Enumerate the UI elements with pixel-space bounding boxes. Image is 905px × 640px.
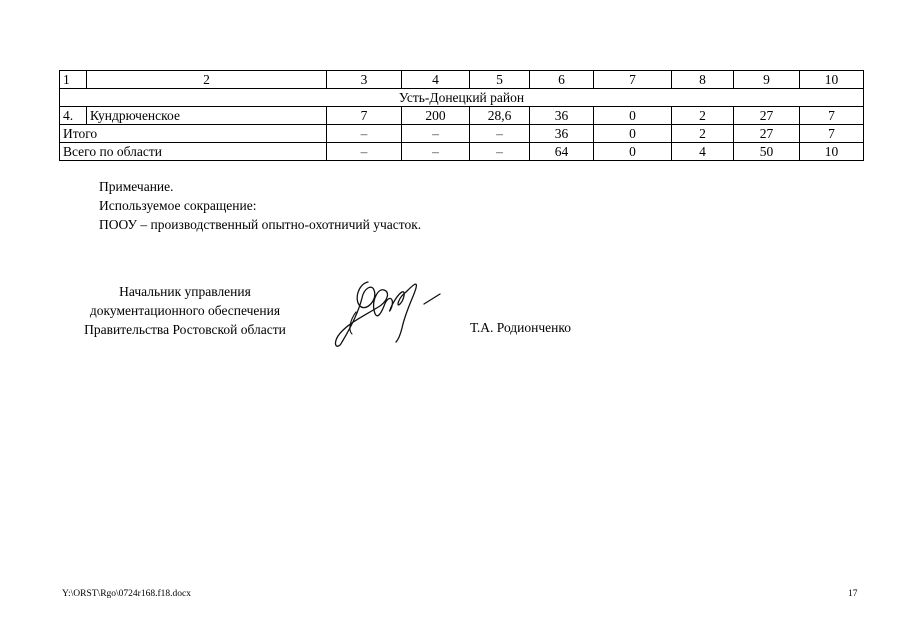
note-section: [99, 177, 421, 234]
table-cell: –: [327, 125, 402, 143]
table-cell: 50: [734, 143, 800, 161]
footer-file-path: Y:\ORST\Rgo\0724r168.f18.docx: [62, 589, 191, 599]
handwritten-signature: [328, 270, 448, 355]
district-row: [60, 89, 864, 107]
note-title: Примечание.: [99, 179, 174, 194]
table-cell: –: [470, 125, 530, 143]
note-line: ПООУ – производственный опытно-охотничий участок.: [99, 217, 422, 232]
row-name: Кундрюченское: [87, 107, 327, 125]
position-line: Правительства Ростовской области: [84, 322, 286, 337]
table-cell: –: [402, 125, 470, 143]
header-cell: 3: [327, 71, 402, 89]
header-cell: 4: [402, 71, 470, 89]
table-cell: –: [470, 143, 530, 161]
table-cell: 64: [530, 143, 594, 161]
table-cell: 4: [672, 143, 734, 161]
position-line: Начальник управления: [119, 284, 251, 299]
total-label: Итого: [60, 125, 327, 143]
grand-total-row: [60, 143, 864, 161]
header-cell: 1: [60, 71, 87, 89]
grand-total-label: Всего по области: [60, 143, 327, 161]
table-cell: 2: [672, 107, 734, 125]
table-cell: 36: [530, 107, 594, 125]
table-row: [60, 107, 864, 125]
header-row: [60, 71, 864, 89]
table-cell: 36: [530, 125, 594, 143]
table-cell: –: [327, 143, 402, 161]
data-table: [59, 70, 864, 161]
note-line: Используемое сокращение:: [99, 198, 257, 213]
header-cell: 7: [594, 71, 672, 89]
table-cell: 200: [402, 107, 470, 125]
table-cell: 0: [594, 107, 672, 125]
header-cell: 2: [87, 71, 327, 89]
table-cell: 27: [734, 125, 800, 143]
table-cell: 2: [672, 125, 734, 143]
table-cell: 10: [800, 143, 864, 161]
header-cell: 9: [734, 71, 800, 89]
header-cell: 8: [672, 71, 734, 89]
table-cell: –: [402, 143, 470, 161]
position-line: документационного обеспечения: [89, 303, 281, 318]
total-row: [60, 125, 864, 143]
table-cell: 7: [800, 107, 864, 125]
header-cell: 6: [530, 71, 594, 89]
table-cell: 0: [594, 125, 672, 143]
table-cell: 0: [594, 143, 672, 161]
signatory-position: [59, 282, 311, 339]
table-cell: 7: [327, 107, 402, 125]
header-cell: 5: [470, 71, 530, 89]
header-cell: 10: [800, 71, 864, 89]
table-cell: 7: [800, 125, 864, 143]
table-cell: 27: [734, 107, 800, 125]
page-number: 17: [848, 589, 858, 599]
table-cell: 28,6: [470, 107, 530, 125]
signatory-name: Т.А. Родионченко: [470, 320, 571, 335]
district-title: Усть-Донецкий район: [60, 89, 864, 107]
row-number: 4.: [60, 107, 87, 125]
